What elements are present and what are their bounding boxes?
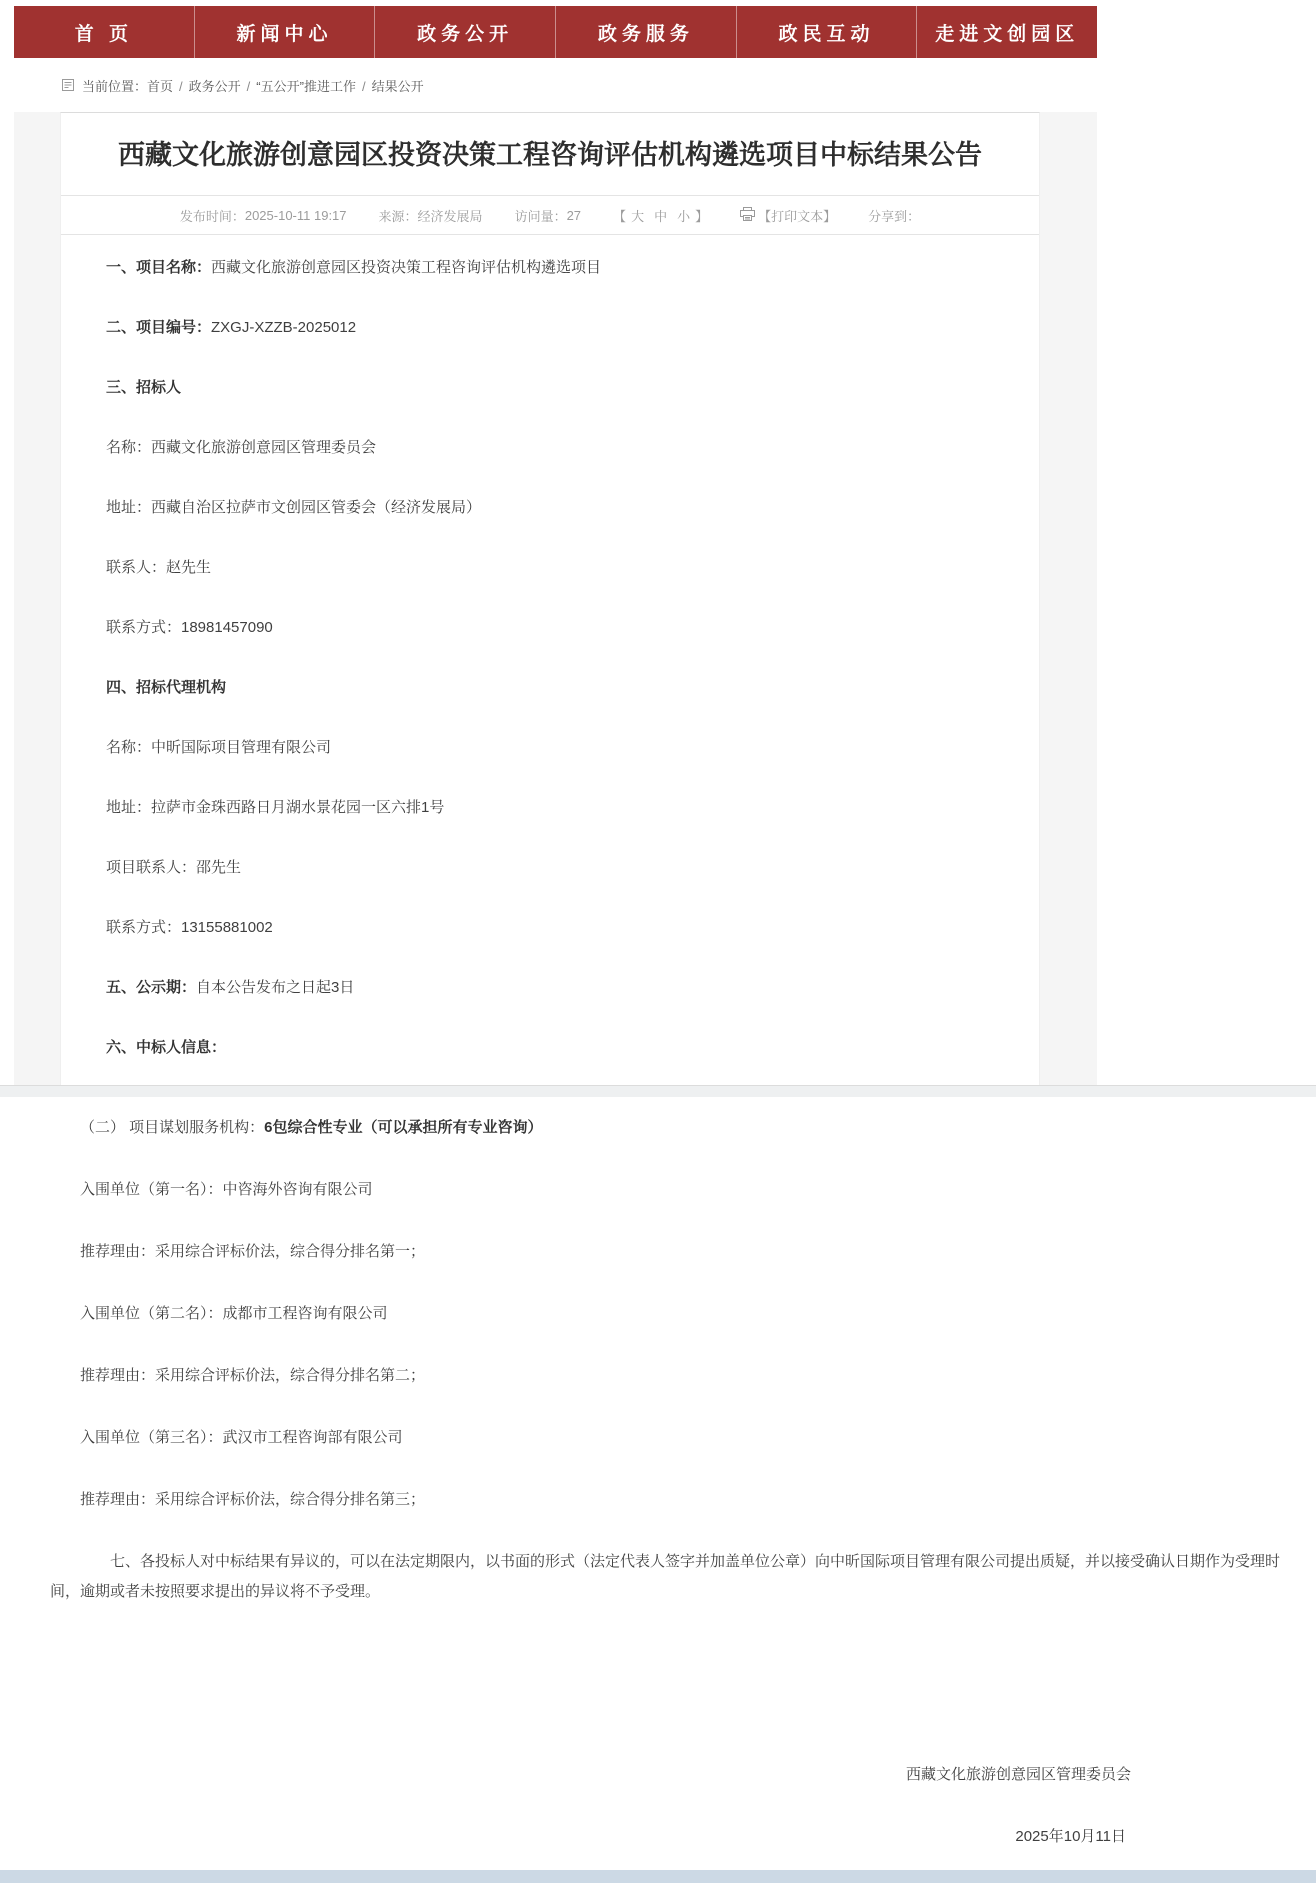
breadcrumb-link-3[interactable]: “五公开”推进工作 xyxy=(256,78,356,94)
body-text: 推荐理由：采用综合评标价法，综合得分排名第一； xyxy=(80,1243,426,1260)
body-text: （二） 项目谋划服务机构： xyxy=(80,1119,265,1136)
body-text: 联系方式：18981457090 xyxy=(106,619,273,636)
font-size-switcher xyxy=(613,206,708,225)
body-text: 联系方式：13155881002 xyxy=(106,919,273,936)
visit-count-value: 27 xyxy=(566,207,582,223)
breadcrumb-link-1[interactable]: 首页 xyxy=(147,78,174,94)
nav-item-5[interactable]: 政民互动 xyxy=(737,6,918,58)
article-body-part2 xyxy=(0,1097,1316,1883)
main-nav xyxy=(14,6,1097,58)
part1-paragraph-2 xyxy=(106,313,999,342)
bold-text: 四、招标代理机构 xyxy=(106,679,227,696)
part2-paragraph-6 xyxy=(80,1423,1286,1453)
page-title: 西藏文化旅游创意园区投资决策工程咨询评估机构遴选项目中标结果公告 xyxy=(118,140,982,170)
breadcrumb-separator: / xyxy=(246,78,251,94)
nav-item-4[interactable]: 政务服务 xyxy=(556,6,737,58)
body-text: 名称：中昕国际项目管理有限公司 xyxy=(106,739,332,756)
part1-paragraph-3 xyxy=(106,373,999,402)
part2-paragraph-2 xyxy=(80,1175,1286,1205)
body-text: 入围单位（第三名）：武汉市工程咨询部有限公司 xyxy=(80,1429,403,1446)
part1-paragraph-13 xyxy=(106,973,999,1002)
font-size-large-button[interactable]: 大 xyxy=(631,208,645,224)
body-text: 自本公告发布之日起3日 xyxy=(196,979,355,996)
source-label: 来源： xyxy=(378,208,418,224)
article-meta-row xyxy=(61,196,1039,235)
bold-text: 三、招标人 xyxy=(106,379,182,396)
part2-paragraph-8 xyxy=(50,1547,1286,1607)
publish-time-value: 2025-10-11 19:17 xyxy=(244,207,347,223)
source-value: 经济发展局 xyxy=(417,208,483,224)
body-text: 推荐理由：采用综合评标价法，综合得分排名第三； xyxy=(80,1491,426,1508)
breadcrumb-links xyxy=(147,76,424,95)
part1-paragraph-1 xyxy=(106,253,999,282)
font-size-medium-button[interactable]: 中 xyxy=(654,208,668,224)
part1-paragraph-7 xyxy=(106,613,999,642)
font-size-small-button[interactable]: 小 xyxy=(677,208,691,224)
part2-paragraph-4 xyxy=(80,1299,1286,1329)
part2-paragraph-7 xyxy=(80,1485,1286,1515)
part1-paragraph-12 xyxy=(106,913,999,942)
body-text: 七、各投标人对中标结果有异议的，可以在法定期限内，以书面的形式（法定代表人签字并加盖单位公章）向中昕国际项目管理有限公司提出质疑，并以接受确认日期作为受理时间，逾期或者未按照要求提出的异议将不予受理。 xyxy=(50,1553,1281,1600)
print-button[interactable] xyxy=(740,206,836,225)
part1-paragraph-6 xyxy=(106,553,999,582)
nav-item-2[interactable]: 新闻中心 xyxy=(195,6,376,58)
nav-item-3[interactable]: 政务公开 xyxy=(375,6,556,58)
publish-time-label: 发布时间： xyxy=(179,208,245,224)
bold-text: 六、中标人信息： xyxy=(106,1039,227,1056)
body-text: 地址：拉萨市金珠西路日月湖水景花园一区六排1号 xyxy=(106,799,445,816)
bottom-footer-band xyxy=(0,1870,1316,1883)
part2-paragraph-3 xyxy=(80,1237,1286,1267)
article-body-part1 xyxy=(61,253,1039,1062)
bold-text: 二、项目编号： xyxy=(106,319,212,336)
breadcrumb-link-4[interactable]: 结果公开 xyxy=(371,78,424,94)
closing-organization: 西藏文化旅游创意园区管理委员会 xyxy=(905,1766,1131,1783)
body-text: 地址：西藏自治区拉萨市文创园区管委会（经济发展局） xyxy=(106,499,482,516)
bracket-open: 【 xyxy=(613,208,627,224)
part2-paragraph-5 xyxy=(80,1361,1286,1391)
breadcrumb-separator: / xyxy=(179,78,183,94)
body-text: ZXGJ-XZZB-2025012 xyxy=(211,319,357,336)
visit-count xyxy=(515,206,581,225)
announcement-card xyxy=(60,112,1040,1085)
breadcrumb xyxy=(14,58,1097,112)
nav-item-1[interactable]: 首 页 xyxy=(14,6,195,58)
part1-paragraph-10 xyxy=(106,793,999,822)
location-page-icon xyxy=(62,79,74,91)
body-text: 推荐理由：采用综合评标价法，综合得分排名第二； xyxy=(80,1367,426,1384)
visit-count-label: 访问量： xyxy=(514,208,567,224)
part1-paragraph-8 xyxy=(106,673,999,702)
body-text: 名称：西藏文化旅游创意园区管理委员会 xyxy=(106,439,377,456)
body-text: 联系人：赵先生 xyxy=(106,559,212,576)
nav-item-6[interactable]: 走进文创园区 xyxy=(935,23,1080,45)
share-label: 分享到： xyxy=(868,208,921,224)
breadcrumb-label: 当前位置： xyxy=(82,78,148,94)
closing-date: 2025年10月11日 xyxy=(1015,1828,1126,1845)
bold-text: 五、公示期： xyxy=(106,979,197,996)
body-text: 项目联系人：邵先生 xyxy=(106,859,242,876)
part1-paragraph-11 xyxy=(106,853,999,882)
publish-time xyxy=(180,206,347,225)
body-text: 入围单位（第一名）：中咨海外咨询有限公司 xyxy=(80,1181,373,1198)
part1-paragraph-5 xyxy=(106,493,999,522)
breadcrumb-separator: / xyxy=(361,78,366,94)
bold-text: 6包综合性专业（可以承担所有专业咨询） xyxy=(264,1119,543,1136)
body-text: 入围单位（第二名）：成都市工程咨询有限公司 xyxy=(80,1305,388,1322)
part1-paragraph-4 xyxy=(106,433,999,462)
article-source xyxy=(379,206,483,225)
part1-paragraph-9 xyxy=(106,733,999,762)
part1-paragraph-14 xyxy=(106,1033,999,1062)
printer-icon xyxy=(740,207,758,224)
breadcrumb-link-2[interactable]: 政务公开 xyxy=(188,78,241,94)
part2-paragraph-1 xyxy=(80,1113,1286,1143)
bracket-close: 】 xyxy=(695,208,709,224)
print-button-label: 【打印文本】 xyxy=(758,208,837,224)
body-text: 西藏文化旅游创意园区投资决策工程咨询评估机构遴选项目 xyxy=(211,259,602,276)
bold-text: 一、项目名称： xyxy=(106,259,212,276)
